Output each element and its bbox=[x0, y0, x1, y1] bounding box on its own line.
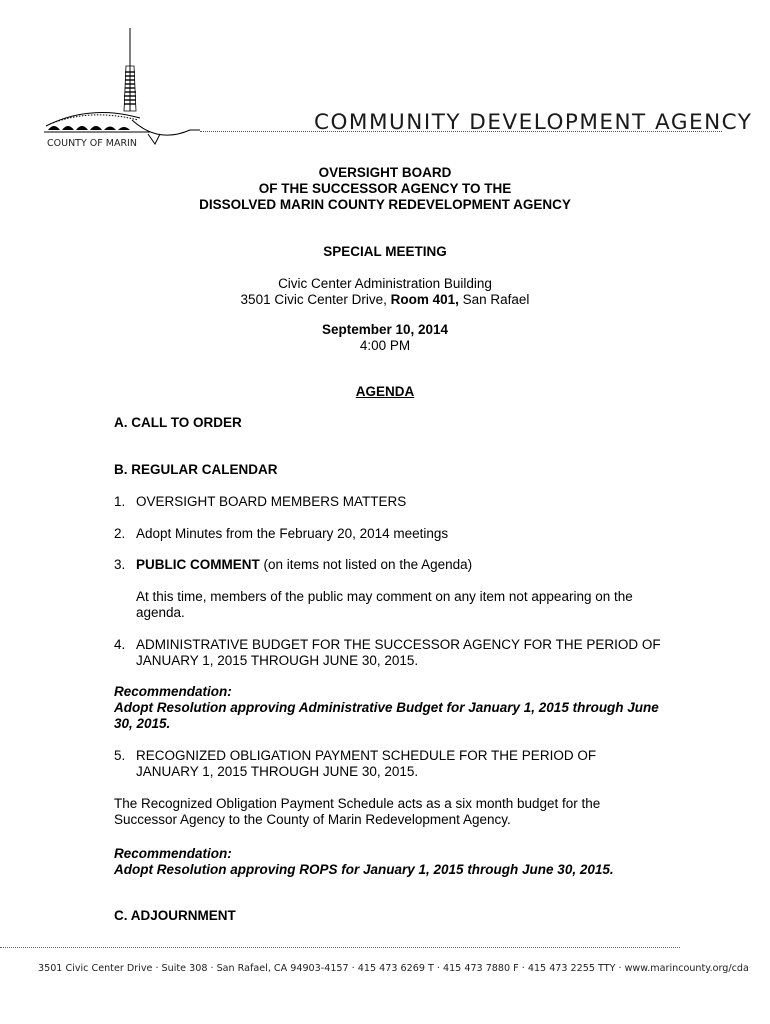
meeting-type: SPECIAL MEETING bbox=[323, 244, 447, 259]
agency-name: COMMUNITY DEVELOPMENT AGENCY bbox=[314, 110, 753, 135]
meeting-date: September 10, 2014 bbox=[321, 322, 449, 337]
item-3-number: 3. bbox=[114, 557, 126, 572]
item-3-para-line-2: agenda. bbox=[136, 605, 185, 620]
title-line-2: OF THE SUCCESSOR AGENCY TO THE bbox=[258, 181, 512, 196]
item-5-para-line-2: Successor Agency to the County of Marin Redevelopment Agency. bbox=[114, 812, 511, 827]
location-address bbox=[0, 292, 770, 309]
section-adjournment: C. ADJOURNMENT bbox=[114, 908, 236, 923]
item-4-line-1: ADMINISTRATIVE BUDGET FOR THE SUCCESSOR AGENCY FOR THE PERIOD OF bbox=[136, 637, 661, 652]
item-5-number: 5. bbox=[114, 748, 126, 763]
item-1-text: OVERSIGHT BOARD MEMBERS MATTERS bbox=[136, 494, 407, 509]
item-4-recommendation-label: Recommendation: bbox=[114, 684, 232, 699]
item-2-number: 2. bbox=[114, 526, 126, 541]
item-3-text bbox=[136, 557, 472, 574]
title-line-1: OVERSIGHT BOARD bbox=[318, 165, 452, 180]
item-1-number: 1. bbox=[114, 494, 126, 509]
item-2-text: Adopt Minutes from the February 20, 2014 meetings bbox=[136, 526, 449, 541]
public-comment-label: PUBLIC COMMENT bbox=[136, 557, 260, 572]
footer-address: 3501 Civic Center Drive · Suite 308 · San Rafael, CA 94903-4157 · 415 473 6269 T · 415 473 7880 F · 415 473 2255 TTY · www.marincounty.org/cda bbox=[38, 963, 749, 974]
item-5-line-1: RECOGNIZED OBLIGATION PAYMENT SCHEDULE FOR THE PERIOD OF bbox=[136, 748, 597, 763]
item-4-line-2: JANUARY 1, 2015 THROUGH JUNE 30, 2015. bbox=[136, 653, 419, 668]
address-room: Room 401, bbox=[390, 292, 459, 307]
item-5-para-line-1: The Recognized Obligation Payment Schedule acts as a six month budget for the bbox=[114, 796, 601, 811]
location-building: Civic Center Administration Building bbox=[278, 276, 492, 291]
footer-divider bbox=[0, 947, 680, 948]
item-4-recommendation-line-2: 30, 2015. bbox=[114, 716, 171, 731]
meeting-time: 4:00 PM bbox=[359, 338, 411, 353]
item-5-recommendation-line-1: Adopt Resolution approving ROPS for January 1, 2015 through June 30, 2015. bbox=[114, 862, 614, 877]
agenda-heading: AGENDA bbox=[355, 384, 415, 399]
item-5-line-2: JANUARY 1, 2015 THROUGH JUNE 30, 2015. bbox=[136, 764, 419, 779]
title-line-3: DISSOLVED MARIN COUNTY REDEVELOPMENT AGENCY bbox=[199, 197, 571, 212]
section-regular-calendar: B. REGULAR CALENDAR bbox=[114, 462, 278, 477]
section-call-to-order: A. CALL TO ORDER bbox=[114, 415, 242, 430]
item-4-recommendation-line-1: Adopt Resolution approving Administrative Budget for January 1, 2015 through June bbox=[114, 700, 659, 715]
address-street: 3501 Civic Center Drive, bbox=[240, 292, 391, 307]
item-4-number: 4. bbox=[114, 637, 126, 652]
item-3-para-line-1: At this time, members of the public may comment on any item not appearing on the bbox=[136, 589, 633, 604]
item-5-recommendation-label: Recommendation: bbox=[114, 846, 232, 861]
county-logo bbox=[40, 26, 210, 146]
address-city: San Rafael bbox=[458, 292, 530, 307]
county-name: COUNTY OF MARIN bbox=[47, 138, 137, 149]
public-comment-note: (on items not listed on the Agenda) bbox=[259, 557, 473, 572]
